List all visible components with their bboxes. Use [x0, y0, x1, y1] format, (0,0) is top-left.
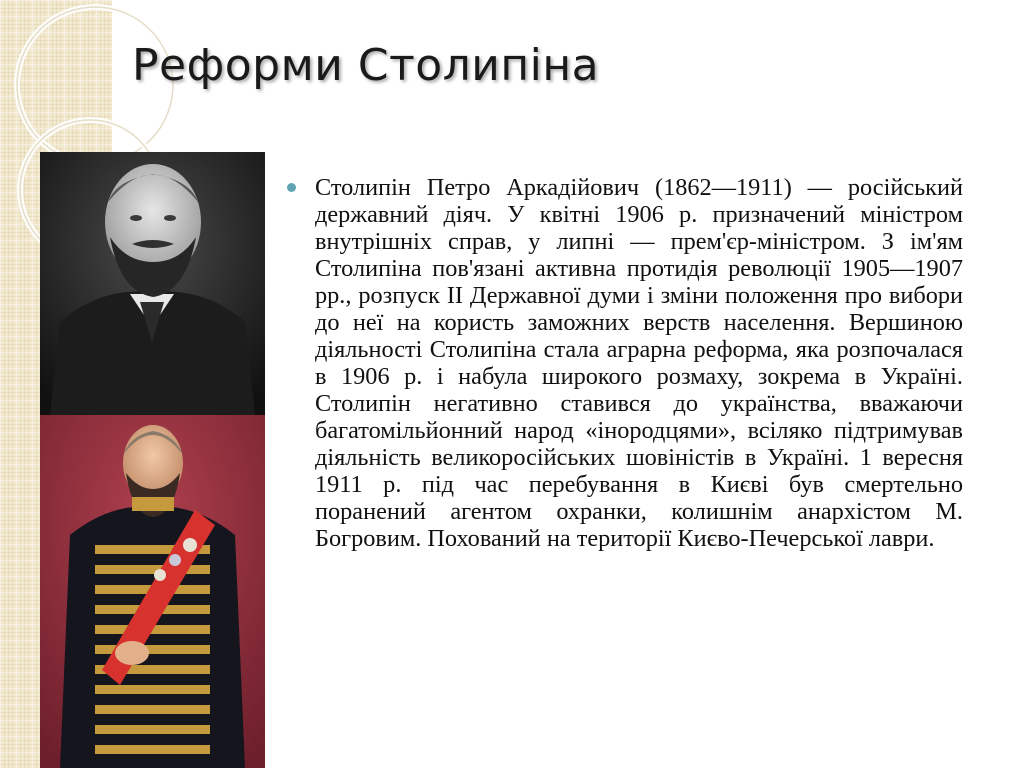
- bullet-text: Столипін Петро Аркадійович (1862—1911) — російський державний діяч. У квітні 1906 р. призначений міністром внутрішніх справ, у липні — прем'єр-міністром. З ім'ям Столипіна пов'язані активна протидія революції 1905—1907 рр., розпуск II Державної думи і зміни положення про вибори до неї на користь заможних верств населення. Вершиною діяльності Столипіна стала аграрна реформа, яка розпочалася в 1906 р. і набула широкого розмаху, зокрема в Україні. Столипін негативно ставився до українства, вважаючи багатомільйонний народ «інородцями», всіляко підтримував діяльність великоросійських шовіністів в Україні. 1 вересня 1911 р. під час перебування в Києві був смертельно поранений агентом охранки, колишнім анархістом М. Богровим. Похований на території Києво-Печерської лаври.: [315, 174, 963, 552]
- slide-title: Реформи Столипіна: [132, 40, 600, 91]
- bullet-point: [287, 183, 296, 192]
- portrait-photo-bw: [40, 152, 265, 415]
- portrait-painting-uniform: [40, 415, 265, 768]
